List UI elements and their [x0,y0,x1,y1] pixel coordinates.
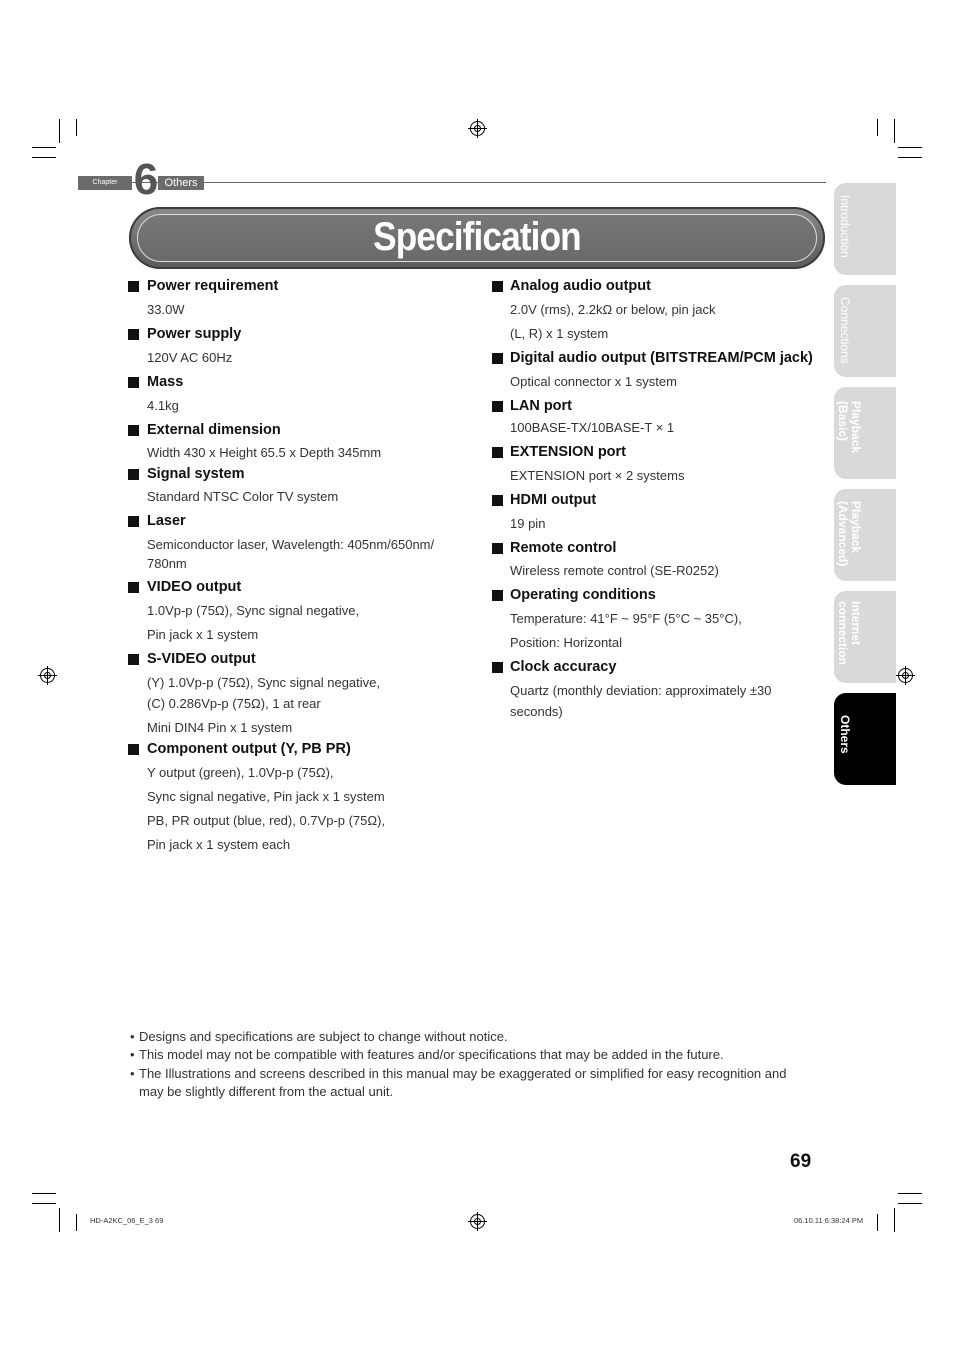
spec-value: 780nm [147,556,187,571]
bullet-square [492,662,503,673]
registration-mark-icon [470,1214,485,1229]
tab-label: Introduction [838,195,852,258]
crop-mark [898,1193,922,1194]
footer-timestamp: 06.10.11 6:38:24 PM [794,1216,864,1225]
bullet-square [128,582,139,593]
spec-heading: Digital audio output (BITSTREAM/PCM jack) [510,350,813,366]
crop-mark [32,1193,56,1194]
spec-heading: Signal system [147,466,245,482]
spec-value: EXTENSION port × 2 systems [510,468,685,483]
tab-introduction[interactable] [834,183,896,275]
page-title: Specification [373,215,581,259]
spec-value: Quartz (monthly deviation: approximately ±30 [510,683,772,698]
spec-heading: S-VIDEO output [147,651,256,667]
tab-label: Internet connection [836,601,863,666]
bullet-square [492,353,503,364]
spec-value: Pin jack x 1 system [147,627,259,642]
spec-value: 100BASE-TX/10BASE-T × 1 [510,420,675,435]
spec-value: 120V AC 60Hz [147,350,233,365]
bullet-square [492,495,503,506]
spec-heading: Mass [147,374,184,390]
note-text: This model may not be compatible with features and/or specifications that may be added in the future. [139,1047,724,1062]
crop-mark [898,157,922,158]
spec-value: 4.1kg [147,398,179,413]
bullet-square [128,425,139,436]
spec-heading: HDMI output [510,492,597,508]
spec-value: 19 pin [510,516,546,531]
spec-value: 1.0Vp-p (75Ω), Sync signal negative, [147,603,360,618]
note-bullet: • [130,1047,135,1062]
bullet-square [128,377,139,388]
tab-internet-connection[interactable] [834,591,896,683]
tab-label: Connections [838,297,852,364]
registration-mark-icon [40,668,55,683]
crop-mark [898,1203,922,1204]
spec-value: Optical connector x 1 system [510,374,677,389]
title-banner [129,207,825,269]
registration-mark-icon [470,121,485,136]
note-bullet: • [130,1066,135,1081]
bullet-square [128,516,139,527]
crop-mark [877,1214,878,1231]
crop-mark [32,147,56,148]
crop-mark [32,1203,56,1204]
note-text: The Illustrations and screens described in this manual may be exaggerated or simplified for easy recognition and [139,1066,787,1081]
spec-heading: Operating conditions [510,587,656,603]
bullet-square [492,590,503,601]
crop-mark [59,1208,60,1232]
spec-value: Standard NTSC Color TV system [147,489,339,504]
bullet-square [492,543,503,554]
bullet-square [492,447,503,458]
bullet-square [492,401,503,412]
spec-value: Mini DIN4 Pin x 1 system [147,720,293,735]
crop-mark [59,119,60,143]
crop-mark [898,147,922,148]
tab-playback-basic[interactable] [834,387,896,479]
crop-mark [76,119,77,136]
spec-value: Semiconductor laser, Wavelength: 405nm/650nm/ [147,537,435,552]
crop-mark [76,1214,77,1231]
tab-label: Playback (Advanced) [836,501,863,567]
chapter-label: Chapter [78,176,132,190]
spec-heading: Laser [147,513,186,529]
spec-heading: External dimension [147,422,281,438]
bullet-square [128,281,139,292]
bullet-square [128,329,139,340]
spec-value: (C) 0.286Vp-p (75Ω), 1 at rear [147,696,321,711]
spec-heading: Power supply [147,326,242,342]
bullet-square [492,281,503,292]
chapter-name: Others [158,176,204,190]
note-text: Designs and specifications are subject to change without notice. [139,1029,508,1044]
chapter-number: 6 [133,155,159,204]
spec-value: PB, PR output (blue, red), 0.7Vp-p (75Ω), [147,813,386,828]
tab-label: Playback (Basic) [836,401,863,454]
spec-value: Sync signal negative, Pin jack x 1 system [147,789,385,804]
spec-value: Position: Horizontal [510,635,622,650]
spec-value: 2.0V (rms), 2.2kΩ or below, pin jack [510,302,716,317]
note-bullet: • [130,1029,135,1044]
tab-playback-advanced[interactable] [834,489,896,581]
registration-mark-icon [898,668,913,683]
spec-value: (Y) 1.0Vp-p (75Ω), Sync signal negative, [147,675,380,690]
bullet-square [128,469,139,480]
bullet-square [128,654,139,665]
spec-heading: EXTENSION port [510,444,627,460]
tab-label: Others [838,715,852,754]
crop-mark [894,1208,895,1232]
spec-heading: VIDEO output [147,579,242,595]
spec-heading: Component output (Y, PB PR) [147,741,351,757]
spec-value: seconds) [510,704,563,719]
crop-mark [894,119,895,143]
footer-file-info: HD-A2KC_06_E_3 69 [90,1216,164,1225]
spec-value: (L, R) x 1 system [510,326,609,341]
spec-value: Temperature: 41°F ~ 95°F (5°C ~ 35°C), [510,611,742,626]
spec-heading: Remote control [510,540,617,556]
spec-heading: Analog audio output [510,278,651,294]
spec-heading: Clock accuracy [510,659,617,675]
tab-others[interactable] [834,693,896,785]
crop-mark [877,119,878,136]
page-number: 69 [790,1151,812,1172]
crop-mark [32,157,56,158]
note-text: may be slightly different from the actual unit. [139,1084,394,1099]
bullet-square [128,744,139,755]
spec-value: Width 430 x Height 65.5 x Depth 345mm [147,445,382,460]
spec-heading: LAN port [510,398,573,414]
spec-value: 33.0W [147,302,185,317]
spec-heading: Power requirement [147,278,279,294]
tab-connections[interactable] [834,285,896,377]
spec-value: Wireless remote control (SE-R0252) [510,563,719,578]
spec-value: Y output (green), 1.0Vp-p (75Ω), [147,765,334,780]
spec-value: Pin jack x 1 system each [147,837,291,852]
